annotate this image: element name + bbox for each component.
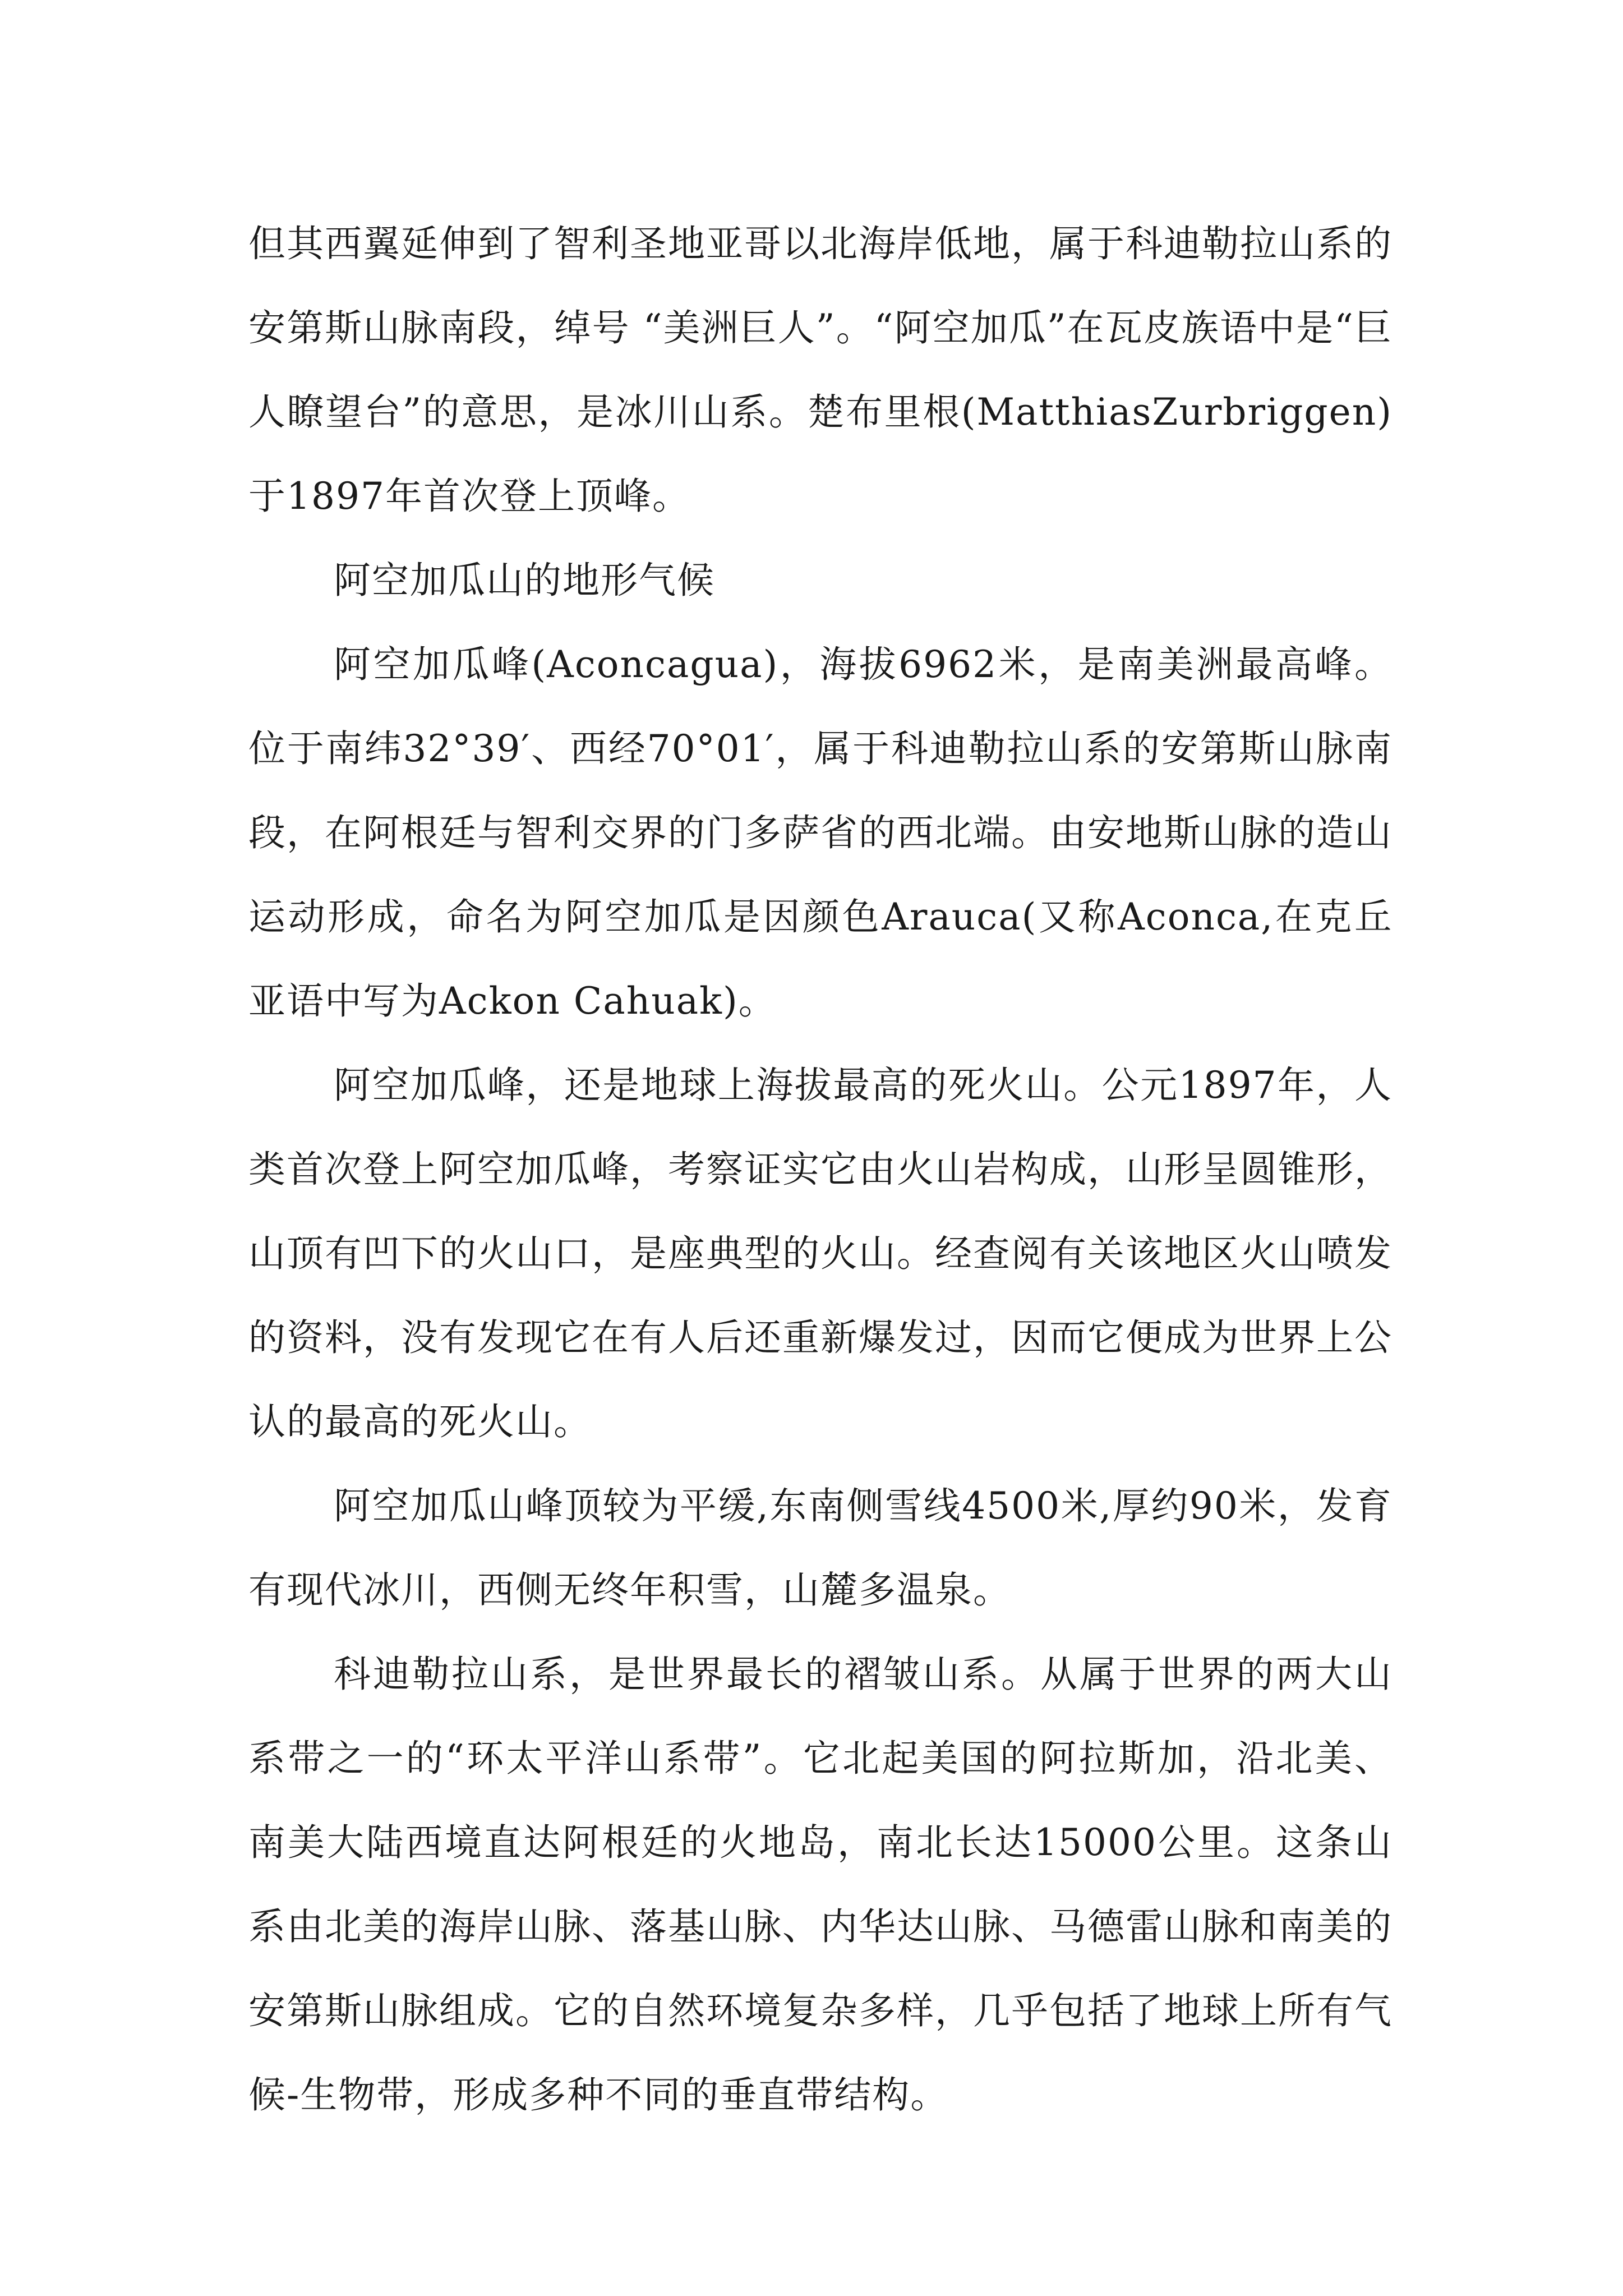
paragraph-intro: 但其西翼延伸到了智利圣地亚哥以北海岸低地，属于科迪勒拉山系的安第斯山脉南段，绰号 “美洲巨人”。“阿空加瓜”在瓦皮族语中是“巨人瞭望台”的意思，是冰川山系。楚布里根(MatthiasZurbriggen)于1897年首次登上顶峰。 xyxy=(248,222,1393,518)
paragraph-extinct-volcano: 阿空加瓜峰，还是地球上海拔最高的死火山。公元1897年，人类首次登上阿空加瓜峰，考察证实它由火山岩构成，山形呈圆锥形，山顶有凹下的火山口，是座典型的火山。经查阅有关该地区火山喷发的资料，没有发现它在有人后还重新爆发过，因而它便成为世界上公认的最高的死火山。 xyxy=(248,1064,1393,1443)
paragraph-summit-snowline: 阿空加瓜山峰顶较为平缓,东南侧雪线4500米,厚约90米，发育有现代冰川，西侧无终年积雪，山麓多温泉。 xyxy=(248,1484,1393,1612)
paragraph-aconcagua-overview: 阿空加瓜峰(Aconcagua)，海拔6962米，是南美洲最高峰。位于南纬32°39′、西经70°01′，属于科迪勒拉山系的安第斯山脉南段，在阿根廷与智利交界的门多萨省的西北端。由安地斯山脉的造山运动形成，命名为阿空加瓜是因颜色Arauca(又称Aconca,在克丘亚语中写为Ackon Cahuak)。 xyxy=(248,643,1393,1023)
document-body xyxy=(248,202,1393,2137)
paragraph-cordillera: 科迪勒拉山系，是世界最长的褶皱山系。从属于世界的两大山系带之一的“环太平洋山系带”。它北起美国的阿拉斯加，沿北美、南美大陆西境直达阿根廷的火地岛，南北长达15000公里。这条山系由北美的海岸山脉、落基山脉、内华达山脉、马德雷山脉和南美的安第斯山脉组成。它的自然环境复杂多样，几乎包括了地球上所有气候-生物带，形成多种不同的垂直带结构。 xyxy=(248,1653,1393,2116)
section-heading: 阿空加瓜山的地形气候 xyxy=(334,559,715,602)
